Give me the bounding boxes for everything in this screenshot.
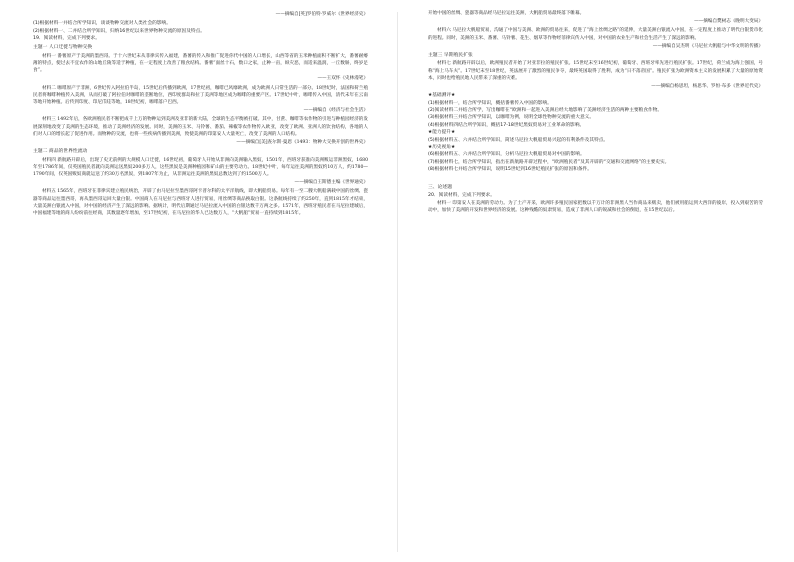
question-r1: (1)根据材料一，结合所学知识，概括番薯传入中国的影响。 <box>428 100 552 106</box>
material-4: 材料四 新航路开辟后，出现了史无前例的大规模人口迁徙，16世纪初，葡萄牙人开始从非洲向美洲输入黑奴，1501年，西班牙获准向美洲贩运非洲黑奴，1680年至1786年间，仅英国殖民者就向美洲运送黑奴200多万人，这些黑奴是美洲种植园和矿山的主要劳动力。18世纪中叶，每年运往美洲的黑奴约10万人，约1780—1790年间，仅英国贩奴商就运送了约30万名黑奴，到1807年为止，从非洲运往美洲的黑奴总数达到了约1500万人。 <box>33 157 368 178</box>
section-3-heading: 三、论述题 <box>428 184 452 190</box>
left-column <box>33 10 368 217</box>
basic-section-label: ★基础测评★ <box>428 93 456 99</box>
advanced-section-label: ★能力提升★ <box>428 130 456 136</box>
question-2: (2)根据材料一、二并结合所学知识，归纳16世纪以来世界物种交流的原因及特点。 <box>33 28 205 34</box>
source-citation: ——摘编自吴杰明《马尼拉大帆船与中华文明的传播》 <box>652 43 763 49</box>
question-r7: (7)根据材料七，结合所学知识，指出在新航路开辟过程中，“欧洲殖民者”及其开辟的“交通和交流网络”的主要史实。 <box>428 159 670 165</box>
theme-3-heading: 主题三 早期殖民扩张 <box>428 53 473 59</box>
question-20: 20．阅读材料，完成下列要求。 <box>428 193 495 199</box>
material-3: 材料三 1492年后，各欧洲殖民者不断把成千上万的物种运到美洲及亚非的新大陆，全球的生态平衡被打破。其中，甘蔗、咖啡等农作物的引进与种植园经济的发展深刻地改变了美洲的生态环境，推动了美洲经济的发展。同时，美洲的玉米、马铃薯、番茄、辣椒等农作物传入欧亚，改变了欧洲、亚洲人的饮食结构，各地的人们对人口的增长起了促进作用。而物种的交流，也将一些疾病传播到美洲，致使美洲的印第安人大量死亡，改变了美洲的人口结构。 <box>33 117 368 137</box>
source-citation: ——摘编自[美]查尔斯·曼恩《1493：物种大交换开创的世界史》 <box>236 140 368 146</box>
column-divider <box>397 12 398 552</box>
question-r5: (5)根据材料五、六并结合所学知识，简述马尼拉大帆船贸易兴起的有利条件及其特点。 <box>428 137 609 143</box>
question-r4: (4)根据材料四结合所学知识，概括17-18世纪黑奴贸易对工业革命的影响。 <box>428 122 585 128</box>
source-citation: ——王双怀《史林漫笔》 <box>317 76 368 82</box>
material-20: 材料一 印第安人在美洲的劳动力。为了土产开采，欧洲许多殖民国家把数以千万计的非洲黑人当作商品来贩卖，他们被用船运到大西洋的彼岸，投入到艰苦的劳动中，加快了美洲的开发和世界经济的发展。这种残酷的奴隶贸易，造成了非洲人口的锐减和社会的倒退，在15世纪以后。 <box>428 200 763 213</box>
source-citation: ——摘编自[英]罗伯特·罗威尔《世界经济史》 <box>275 12 368 17</box>
material-1: 材料一 番薯原产于美洲的墨西哥。于十六世纪末从菲律宾传入福建，番薯的传入和推广促进你代中国的人口增长，山西等省的玉米种植面积不断扩大，番薯耐瘠薄的特点，使过去不宜农作的山地丘陵等适于种植，在一定程度上改善了粮食结构。番薯“面丝十石，数口之家，止种一亩，纵灾恶，而适来温润，一丘数斛，终岁足食”。 <box>33 53 368 74</box>
question-r6: (6)根据材料五、六并结合所学知识，分析马尼拉大帆船贸易对中国的影响。 <box>428 152 585 158</box>
question-r8: (8)根据材料七并结合所学知识，说明15世纪到16世纪殖民扩张的原因和条件。 <box>428 167 592 173</box>
history-section-label: ★历史视角★ <box>428 145 456 151</box>
material-2: 材料二 咖啡原产于非洲，6世纪传入阿拉伯半岛，15世纪后传播到欧洲，17世纪初，咖啡已风靡欧洲，成为欧洲人日常生活的一部分。18世纪时，法国和荷兰殖民者将咖啡种植传入美洲，从而打破了阿拉伯对咖啡的垄断地位，西印度群岛和拉丁美洲等地区成为咖啡的重要产区。17世纪中叶，咖啡传入中国，清代末年在云南等地开始种植。后传到印度、印尼爪哇等地，18世纪初，咖啡落户巴西。 <box>33 85 368 106</box>
question-r3: (3)根据材料三并结合所学知识，以咖啡为例，说明全球性物种交流的重大意义。 <box>428 115 595 121</box>
question-19: 19．阅读材料，完成下列要求。 <box>33 36 100 42</box>
material-7: 材料七 新航路开辟以后，欧洲殖民者开始了对亚非拉的殖民扩张。15世纪末至16世纪初，葡萄牙、西班牙率先进行殖民扩张。17世纪，荷兰成为海上强国，号称“海上马车夫”。17世纪末至18世纪，英法展开了激烈的殖民争夺，最终英国取得了胜利，成为“日不落帝国”。殖民扩张为欧洲资本主义的发展积累了大量的原始资本，同时也给殖民地人民带来了深重的灾难。 <box>428 61 763 81</box>
material-5: 材料五 1565年，西班牙在菲律宾建立殖民统治，开辟了由马尼拉至墨西哥阿卡普尔科的太平洋航线，即大帆船贸易。每年有一至二艘大帆船满载中国的丝绸、瓷器等商品运往墨西哥，再从墨西哥运回大量白银。中国商人在马尼拉与西班牙人进行贸易，用丝绸等商品换取白银。这条航线持续了约250年，直到1815年才结束，大量美洲白银流入中国，对中国的经济产生了深远的影响。据统计，明代后期通过马尼拉流入中国的白银达数千万两之多。1571年，西班牙殖民者在马尼拉建城后，中国福建等地的商人纷纷前往经商，其数量逐年增加，至17世纪初，在马尼拉的华人已达数万人，“大帆船”贸易一直持续到1815年。 <box>33 189 368 217</box>
material-5-continued: 开始中国的丝绸、瓷器等商品经马尼拉运往美洲，大帆船贸易最终落下帷幕。 <box>428 11 585 16</box>
source-citation: ——摘编自《经济与社会生活》 <box>303 108 368 114</box>
theme-1-heading: 主题一 人口迁徙与物种交换 <box>33 45 93 51</box>
source-citation: ——摘编自杨思坦，杨思华、罗恒·布多《世界近代史》 <box>651 84 763 90</box>
material-6: 材料六 马尼拉大帆船贸易，沟通了中国与美洲、欧洲的贸易往来，促进了“海上丝绸之路”的延伸，大量美洲白银流入中国，在一定程度上推动了明代白银货币化的进程。同时，美洲的玉米、番薯、马铃薯、花生、烟草等作物经菲律宾传入中国，对中国的农业生产和社会生活产生了深远的影响。 <box>428 28 763 41</box>
question-1: (1)根据材料一并结合所学知识，谈谈物种交流对人类社会的影响。 <box>33 21 171 27</box>
theme-2-heading: 主题二 商品的世界性流动 <box>33 149 88 155</box>
right-column <box>428 10 763 214</box>
source-citation: ——摘编自王斯德主编《世界通史》 <box>294 180 368 186</box>
source-citation: ——摘编自樊树志《晚明大变局》 <box>694 19 763 25</box>
question-r2: (2)阅读材料二并结合所学，写出咖啡在“欧洲和一起进入美洲后经大地影响了美洲经济生活的两种主要粮食作物。 <box>428 108 663 114</box>
